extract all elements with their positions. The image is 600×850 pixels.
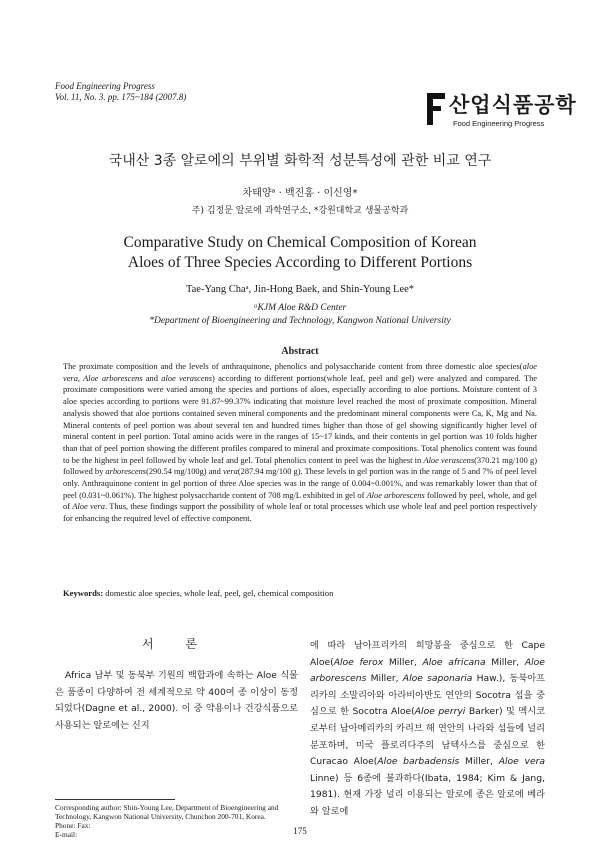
intro-paragraph-right: [310, 638, 545, 821]
correspondence-email: E-mail:: [55, 830, 78, 839]
species-name: vera: [222, 467, 238, 477]
journal-header: [55, 81, 186, 103]
abstract-text: (370.21 mg/100 g) followed by: [63, 455, 538, 477]
species-name: Aloe africana: [422, 656, 486, 668]
abstract-heading: Abstract: [281, 346, 319, 357]
keywords-list: domestic aloe species, whole leaf, peel, gel, chemical composition: [103, 588, 334, 598]
page-number: 175: [293, 826, 307, 836]
species-name: Aloe saponaria: [402, 673, 473, 685]
left-column: [55, 635, 298, 734]
korean-affiliation: 주) 김정문 알로에 과학연구소, *강원대학교 생물공학과: [191, 206, 409, 216]
body-text: Barker) 및 멕시코로부터 남아메리카의 카리브 해 연안의 나라와 섬들에 널리 분포하며, 미국 플로리다주의 남텍사스를 중심으로 한 Curacao Aloe(: [310, 706, 546, 768]
affiliation-b: *Department of Bioengineering and Technology, Kangwon National University: [149, 316, 451, 326]
logo-mark-icon: [425, 91, 449, 127]
species-name: Aloe verascens: [423, 455, 475, 465]
abstract-text: followed by peel, whole, and gel of: [63, 490, 537, 512]
journal-name: Food Engineering Progress: [55, 81, 155, 91]
species-name: Aloe arborescens: [310, 656, 545, 685]
body-text: Miller,: [459, 756, 499, 768]
english-authors: Tae-Yang Chaᵃ, Jin-Hong Baek, and Shin-Young Lee*: [185, 284, 415, 295]
correspondence-author: Corresponding author: Shin-Young Lee, Department of Bioengineering and Technology, Kangwon National University, Chunchon 200-701, Korea.: [55, 803, 279, 821]
english-title-line-1: Comparative Study on Chemical Composition of Korean: [123, 234, 477, 251]
keywords: [63, 588, 537, 598]
species-name: Aloe vera: [498, 756, 546, 768]
english-affiliations: [0, 302, 600, 328]
english-title: [0, 233, 600, 273]
journal-logo: [425, 91, 577, 131]
korean-title: 국내산 3종 알로에의 부위별 화학적 성분특성에 관한 비교 연구: [108, 153, 492, 169]
footnote-divider: [55, 799, 175, 800]
abstract-text: and: [142, 373, 162, 383]
logo-english-text: Food Engineering Progress: [453, 119, 545, 128]
right-column: [310, 638, 545, 821]
korean-authors: 차태양ᵃ · 백진홍 · 이신영*: [242, 188, 358, 199]
body-text: Linne) 등 6종에 불과하다(Ibata, 1984; Kim & Jang, 1981). 현재 가장 널리 이용되는 알로에 종은 알로에 베라와 알로에: [310, 772, 545, 817]
body-text: Miller,: [366, 673, 403, 685]
species-name: aloe verascens: [161, 373, 213, 383]
species-name: Aloe perryi: [414, 706, 466, 718]
body-text: Miller,: [485, 656, 525, 668]
section-heading-introduction: 서 론: [142, 637, 211, 651]
affiliation-a: ᵃKJM Aloe R&D Center: [253, 303, 347, 313]
intro-paragraph-left: Africa 남부 및 동북부 기원의 백합과에 속하는 Aloe 식물은 품종이 다양하여 전 세계적으로 약 400여 종 이상이 동정되었다(Dagne et al., 2000). 이 중 약용이나 건강식품으로 사용되는 알로에는 신지: [55, 670, 298, 731]
abstract-text: . Thus, these findings support the possibility of whole leaf or total processes which use whole leaf and peel portion respectively for enhancing the required level of effective component.: [63, 502, 538, 524]
abstract-text: (287.94 mg/100 g). These levels in gel portion was in the range of 5 and 7% of peel level only. Anthraquinone content in gel portion of three Aloe species was in the range of 0.004~0.001%, and was remarkably lower than that of peel (0.031~0.061%). The highest polysaccharide content of 708 mg/L exhibited in gel of: [63, 467, 538, 500]
keywords-label: Keywords:: [63, 588, 104, 598]
body-text: Miller,: [383, 656, 423, 668]
abstract-text: ) according to different portions(whole leaf, peel and gel) were analyzed and compared. The proximate compositions were varied among the species and portions of aloes, especially according to aloe portions. Moisture content of 3 aloe species according to portions were 91.87~99.37% indicating that moisture level reached the most of proximate composition. Mineral analysis showed that aloe portions contained seven mineral components and the predominant mineral components were Ca, K, Mg and Na. Mineral contents of peel portion was about several ten and hundred times higher than those of gel showing significantly higher level of mineral content in peel portion. Total amino acids were in the ranges of 15~17 kinds, and their contents in gel portion was 10 folds higher than that of peel portion showing the different profiles compared to mineral and proximate compositions. Total phenolics content was found to be the highest in peel followed by whole leaf and gel. Total phenolics content in peel was the highest in: [63, 373, 537, 465]
body-text: Haw.), 동북아프리카의 소말리아와 아라비아반도 연안의 Socotra 섬을 중심으로 한 Socotra Aloe(: [310, 673, 545, 718]
species-name: Aloe ferox: [333, 656, 384, 668]
body-text: 에 따라 남아프리카의 희망봉을 중심으로 한 Cape Aloe(: [310, 640, 545, 668]
species-name: Aloe barbadensis: [377, 756, 460, 768]
logo-korean-text: 산업식품공학: [449, 93, 577, 117]
english-title-line-2: Aloes of Three Species According to Different Portions: [127, 254, 473, 271]
species-name: aloe vera, Aloe arborescens: [63, 362, 537, 383]
abstract-text: (290.54 mg/100g) and: [146, 467, 223, 477]
abstract-text: The proximate composition and the levels of anthraquinone, phenolics and polysaccharide content from three domestic aloe species(: [63, 362, 523, 371]
correspondence-phone-fax: Phone: Fax:: [55, 821, 91, 830]
species-name: Aloe arborescens: [366, 490, 425, 500]
species-name: Aloe vera: [72, 502, 105, 512]
species-name: arborescens: [105, 467, 147, 477]
journal-volume: Vol. 11, No. 3. pp. 175~184 (2007.8): [55, 92, 187, 102]
abstract-body: [63, 361, 537, 525]
